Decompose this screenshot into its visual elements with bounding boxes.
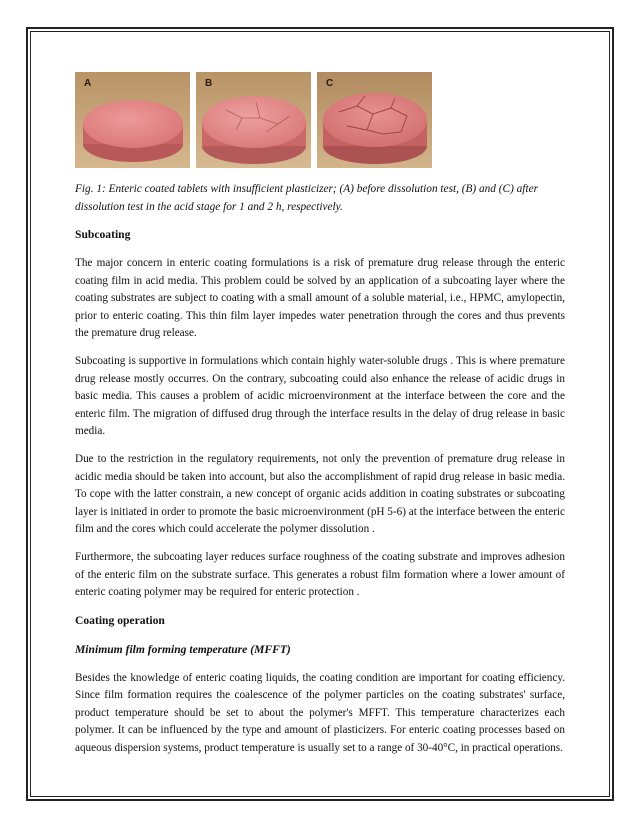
- panel-label-a: A: [84, 78, 92, 89]
- tablet-photo-a: [75, 72, 190, 168]
- figure-images: [75, 72, 565, 168]
- paragraph: Due to the restriction in the regulatory requirements, not only the prevention of premature drug release in acidic media should be taken into account, but also the accomplishment of rapid drug release in basic media. To cope with the latter constrain, a new concept of organic acids addition in coating substrates or subcoating layer is initiated in order to promote the basic microenvironment (pH 5-6) at the interface between the enteric film and the cores which could accelerate the polymer dissolution .: [75, 452, 565, 536]
- subsection-heading-mfft: Minimum film forming temperature (MFFT): [75, 642, 291, 656]
- paragraph: Furthermore, the subcoating layer reduces surface roughness of the coating substrate and improves adhesion of the enteric film on the substrate surface. This generates a robust film formation where a lower amount of enteric coating polymer may be required for enteric protection .: [75, 550, 565, 599]
- panel-label-b: B: [205, 78, 213, 89]
- paragraph: Subcoating is supportive in formulations which contain highly water-soluble drugs . This is where premature drug release mostly occurres. On the contrary, subcoating could also enhance the release of acidic drugs in basic media. This causes a problem of acidic microenvironment at the interface between the core and the enteric film. The migration of diffused drug through the interface results in the delay of drug release in basic media.: [75, 354, 565, 438]
- section-heading-coating-operation: Coating operation: [75, 613, 165, 627]
- paragraph: The major concern in enteric coating formulations is a risk of premature drug release through the enteric coating film in acid media. This problem could be solved by an application of a subcoating layer where the coating substrates are subject to coating with a small amount of a soluble material, i.e., HPMC, amylopectin, prior to enteric coating. This thin film layer impedes water penetration through the cores and thus prevents the premature drug release.: [75, 257, 565, 340]
- tablet-photo-c: [317, 72, 432, 168]
- section-heading-subcoating: Subcoating: [75, 228, 131, 241]
- tablet-photo-b: [196, 72, 311, 168]
- panel-label-c: C: [326, 78, 334, 89]
- page-content: [75, 72, 565, 758]
- paragraph: Besides the knowledge of enteric coating liquids, the coating condition are important for coating efficiency. Since film formation requires the coalescence of the polymer particles on the coating substrates' surface, product temperature should be set to about the polymer's MFFT. This temperature characterizes each polymer. It can be influenced by the type and amount of plasticizers. For enteric coating processes based on aqueous dispersion systems, product temperature is usually set to a range of 30-40°C, in practical operations.: [75, 671, 565, 755]
- figure-caption: Fig. 1: Enteric coated tablets with insufficient plasticizer; (A) before dissolution test, (B) and (C) after dissolution test in the acid stage for 1 and 2 h, respectively.: [75, 183, 538, 213]
